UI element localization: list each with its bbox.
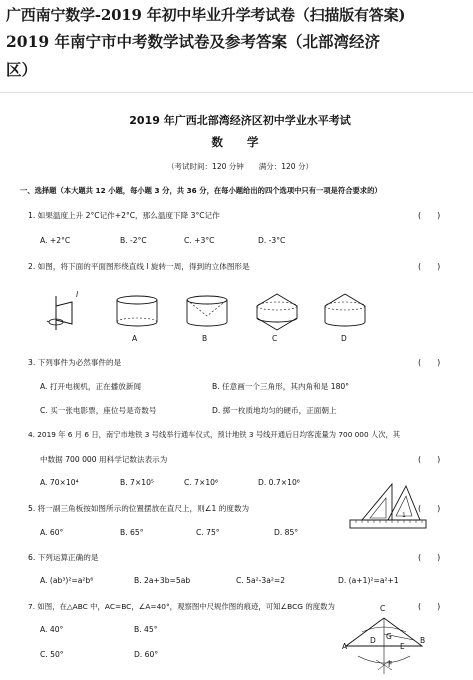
question-1-option-b: B. -2°C bbox=[120, 236, 147, 245]
question-1-option-a: A. +2°C bbox=[40, 236, 71, 245]
question-1-option-c: C. +3°C bbox=[184, 236, 215, 245]
angle-1-label: 1 bbox=[402, 512, 406, 519]
figure-label-c: C bbox=[272, 334, 278, 343]
figure-label-d: D bbox=[341, 334, 347, 343]
solid-option-c-double-cone bbox=[252, 292, 302, 332]
question-7-option-c: C. 50° bbox=[40, 650, 64, 659]
point-f-label: F bbox=[388, 660, 393, 669]
question-2-plane-figure bbox=[44, 290, 94, 334]
exam-subject: 数 学 bbox=[211, 135, 269, 149]
question-7-option-d: D. 60° bbox=[134, 650, 159, 659]
question-5-option-d: D. 85° bbox=[274, 528, 299, 537]
question-5-option-b: B. 65° bbox=[120, 528, 144, 537]
solid-option-d-cone-cylinder bbox=[320, 292, 370, 332]
question-6-option-b: B. 2a+3b=5ab bbox=[134, 576, 191, 585]
question-4-option-a: A. 70×10⁴ bbox=[40, 478, 79, 487]
figure-label-a: A bbox=[132, 334, 138, 343]
question-2-stem: 2. 如图，将下面的平面图形绕直线 l 旋转一周，得到的立体图形是 bbox=[28, 262, 250, 271]
question-1-option-d: D. -3°C bbox=[258, 236, 286, 245]
question-4-stem: 4. 2019 年 6 月 6 日，南宁市地铁 3 号线举行通车仪式，预计地铁 3 号线开通后日均客流量为 700 000 人次，其 bbox=[28, 430, 401, 439]
question-3-option-c: C. 买一张电影票，座位号是奇数号 bbox=[40, 406, 157, 415]
question-5-option-a: A. 60° bbox=[40, 528, 64, 537]
exam-title: 2019 年广西北部湾经济区初中学业水平考试 bbox=[129, 114, 351, 127]
article-title-line-2: 2019 年南宁市中考数学试卷及参考答案（北部湾经济 bbox=[6, 32, 381, 51]
question-6-stem: 6. 下列运算正确的是 bbox=[28, 553, 99, 562]
point-d-label: D bbox=[370, 636, 376, 645]
solid-option-a-cylinder bbox=[112, 294, 162, 330]
question-4-option-c: C. 7×10⁶ bbox=[184, 478, 219, 487]
question-2-answer-blank: ( ) bbox=[418, 262, 441, 271]
question-7-stem: 7. 如图，在△ABC 中，AC=BC，∠A=40°，观察图中尺规作图的痕迹，可知∠BCG 的度数为 bbox=[28, 602, 335, 611]
question-6-option-c: C. 5a²-3a²=2 bbox=[236, 576, 286, 585]
exam-meta: （考试时间：120 分钟 满分：120 分） bbox=[167, 162, 313, 171]
question-5-answer-blank: ( ) bbox=[418, 504, 441, 513]
axis-l-label: l bbox=[76, 290, 79, 299]
question-4-option-d: D. 0.7×10⁶ bbox=[258, 478, 300, 487]
point-a-label: A bbox=[342, 642, 348, 651]
question-4-answer-blank: ( ) bbox=[418, 455, 441, 464]
question-3-answer-blank: ( ) bbox=[418, 358, 441, 367]
question-7-option-b: B. 45° bbox=[134, 625, 158, 634]
question-6-option-d: D. (a+1)²=a²+1 bbox=[338, 576, 399, 585]
question-7-triangle-construction bbox=[340, 610, 428, 676]
question-3-stem: 3. 下列事件为必然事件的是 bbox=[28, 358, 122, 367]
question-3-option-d: D. 掷一枚质地均匀的硬币，正面朝上 bbox=[212, 406, 337, 415]
point-b-label: B bbox=[420, 636, 426, 645]
question-7-option-a: A. 40° bbox=[40, 625, 64, 634]
question-4-stem-continued: 中数据 700 000 用科学记数法表示为 bbox=[40, 455, 168, 464]
point-c-label: C bbox=[380, 604, 386, 613]
question-3-option-a: A. 打开电视机，正在播放新闻 bbox=[40, 382, 142, 391]
solid-option-b-cylinder-cone bbox=[182, 294, 232, 330]
question-5-option-c: C. 75° bbox=[196, 528, 220, 537]
question-6-option-a: A. (ab³)²=a²b⁶ bbox=[40, 576, 94, 585]
question-5-triangles-on-ruler bbox=[348, 480, 428, 534]
question-1-answer-blank: ( ) bbox=[418, 211, 441, 220]
question-3-option-b: B. 任意画一个三角形，其内角和是 180° bbox=[212, 382, 350, 391]
article-title-line-3: 区） bbox=[6, 60, 38, 79]
question-4-option-b: B. 7×10⁵ bbox=[120, 478, 154, 487]
question-1-stem: 1. 如果温度上升 2°C记作+2°C，那么温度下降 3°C记作 bbox=[28, 211, 220, 220]
point-e-label: E bbox=[400, 642, 405, 651]
figure-label-b: B bbox=[202, 334, 208, 343]
question-7-answer-blank: ( ) bbox=[418, 602, 441, 611]
question-6-answer-blank: ( ) bbox=[418, 553, 441, 562]
article-title-line-1: 广西南宁数学-2019 年初中毕业升学考试卷（扫描版有答案) bbox=[6, 6, 406, 24]
header-divider bbox=[0, 92, 473, 93]
question-5-stem: 5. 将一副三角板按如图所示的位置摆放在直尺上，则∠1 的度数为 bbox=[28, 504, 250, 513]
section-heading: 一、选择题（本大题共 12 小题，每小题 3 分，共 36 分，在每小题给出的四个选项中只有一项是符合要求的） bbox=[20, 186, 382, 195]
point-g-label: G bbox=[386, 632, 392, 641]
scanned-exam-page bbox=[14, 104, 466, 676]
